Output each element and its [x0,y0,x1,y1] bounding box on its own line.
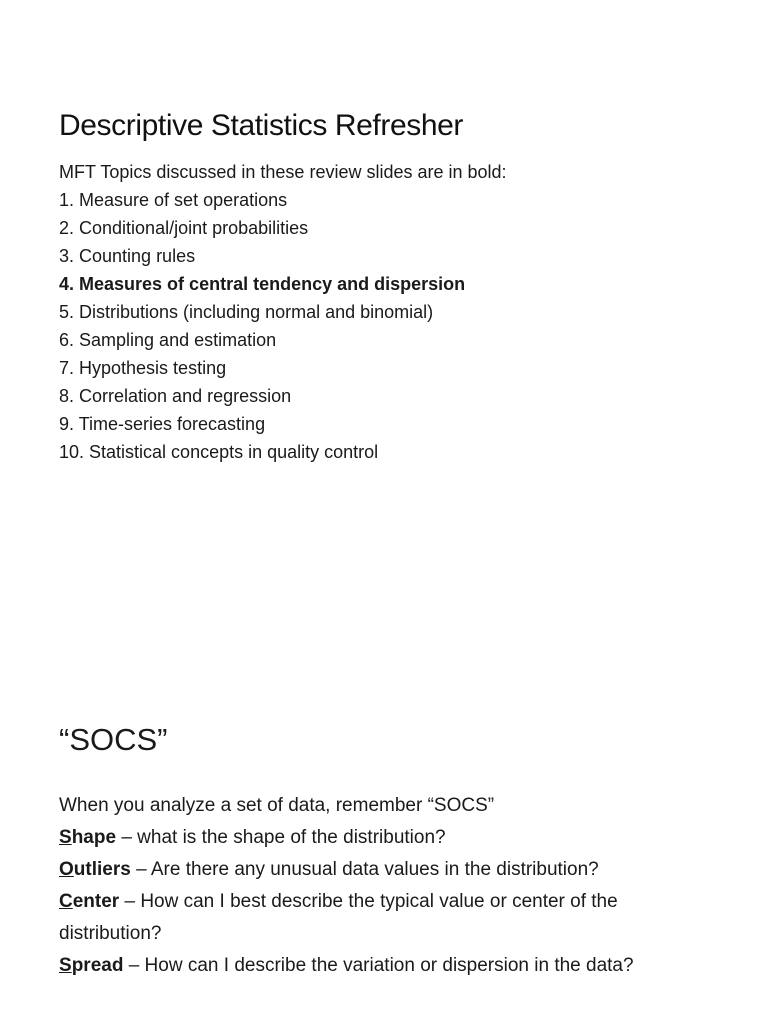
socs-intro: When you analyze a set of data, remember “SOCS” [59,795,495,816]
topic-item: 10. Statistical concepts in quality control [59,442,379,462]
slide-title: “SOCS” [59,722,168,757]
topic-item: 4. Measures of central tendency and dispersion [59,274,466,294]
topic-item: 2. Conditional/joint probabilities [59,218,309,238]
slide-title: Descriptive Statistics Refresher [59,109,463,142]
term-initial: S [59,827,72,848]
term-label [59,891,119,912]
term-initial: S [59,955,72,976]
term-description: – what is the shape of the distribution? [116,827,446,848]
topic-item: 5. Distributions (including normal and binomial) [59,302,434,322]
socs-term-center [59,886,719,950]
topic-item: 7. Hypothesis testing [59,358,227,378]
topics-intro: MFT Topics discussed in these review slides are in bold: [59,162,507,182]
term-label [59,859,131,880]
term-rest: hape [71,827,117,848]
topic-item: 9. Time-series forecasting [59,414,266,434]
topic-item: 6. Sampling and estimation [59,330,277,350]
topic-item: 8. Correlation and regression [59,386,292,406]
term-label [59,827,116,848]
slide-socs [59,718,719,982]
term-description-continued: distribution? [59,923,162,944]
term-initial: C [59,891,73,912]
term-initial: O [59,859,74,880]
term-label [59,955,123,976]
topics-list [59,186,719,466]
socs-term-shape [59,822,719,854]
topic-item: 3. Counting rules [59,246,196,266]
term-description: – Are there any unusual data values in the distribution? [130,859,599,880]
term-rest: pread [71,955,124,976]
term-description: – How can I describe the variation or dispersion in the data? [123,955,634,976]
term-rest: utliers [73,859,131,880]
socs-term-outliers [59,854,719,886]
term-description: – How can I best describe the typical value or center of the [119,891,618,912]
topic-item: 1. Measure of set operations [59,190,288,210]
socs-term-spread [59,950,719,982]
term-rest: enter [72,891,120,912]
slide-descriptive-statistics [59,104,719,466]
socs-body [59,790,719,982]
